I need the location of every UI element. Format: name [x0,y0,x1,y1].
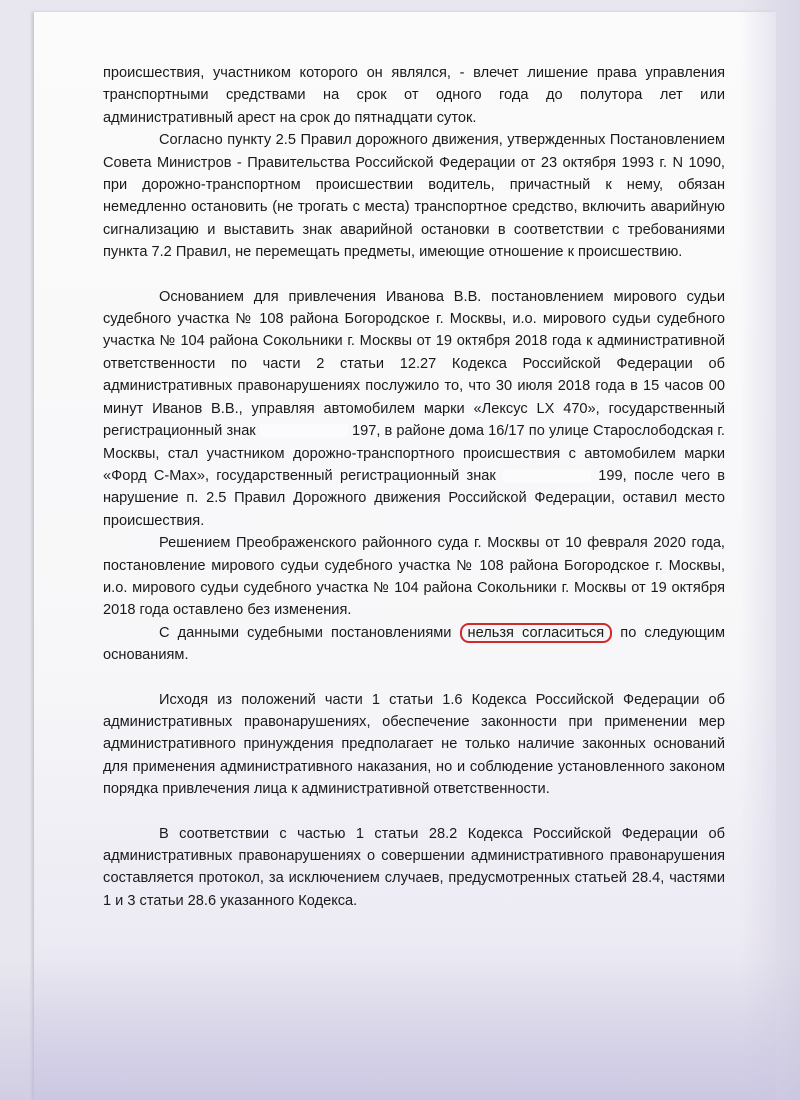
paragraph-3-part-c: 199, после чего в нарушение п. 2.5 Правил Дорожного движения Российской Федерации, оставил место происшествия. [103,467,726,529]
spacer [103,667,725,689]
document-body [103,62,725,912]
scan-shadow-right [740,0,800,1100]
paragraph-5 [103,622,725,667]
spacer [103,801,725,823]
paragraph-5-part-a: С данными судебными постановлениями [159,624,452,641]
spacer [103,264,725,286]
paragraph-4: Решением Преображенского районного суда г. Москвы от 10 февраля 2020 года, постановление мирового судьи судебного участка № 108 района Богородское г. Москвы, и.о. мирового судьи судебного участка № 104 района Сокольники г. Москвы от 19 октября 2018 года оставлено без изменения. [103,535,725,619]
paragraph-7: В соответствии с частью 1 статьи 28.2 Кодекса Российской Федерации об административных правонарушениях о совершении административного правонарушения составляется протокол, за исключением случаев, предусмотренных статьей 28.4, частями 1 и 3 статьи 28.6 указанного Кодекса. [103,825,725,909]
paragraph-3-part-a: Основанием для привлечения Иванова В.В. постановлением мирового судьи судебного участка № 108 района Богородское г. Москвы, и.о. мирового судьи судебного участка № 104 района Сокольники г. Москвы от 19 октября 2018 года к административной ответственности по части 2 статьи 12.27 Кодекса Российской Федерации об административных правонарушениях послужило то, что 30 июля 2018 года в 15 часов 00 минут Иванов В.В., управляя автомобилем марки «Лексус LX 470», государственный регистрационный знак [103,288,725,440]
paragraph-3-part-b: 197, в районе дома 16/17 по улице Старослободская г. Москвы, стал участником дорожно-транспортного происшествия с автомобилем марки «Форд C-Max», государственный регистрационный знак [103,423,725,484]
redacted-plate-number [260,424,348,438]
paragraph-3 [103,286,725,532]
redacted-plate-number [503,469,591,483]
paragraph-5-part-b: по следующим основаниям. [103,624,725,664]
scan-shadow-bottom [0,960,800,1100]
paragraph-1: происшествия, участником которого он являлся, - влечет лишение права управления транспортными средствами на срок от одного года до полутора лет или административный арест на срок до пятнадцати суток. [103,65,725,126]
circled-phrase: нельзя согласиться [460,623,613,643]
paragraph-2: Согласно пункту 2.5 Правил дорожного движения, утвержденных Постановлением Совета Министров - Правительства Российской Федерации от 23 октября 1993 г. N 1090, при дорожно-транспортном происшествии водитель, причастный к нему, обязан немедленно остановить (не трогать с места) транспортное средство, включить аварийную сигнализацию и выставить знак аварийной остановки в соответствии с требованиями пункта 7.2 Правил, не перемещать предметы, имеющие отношение к происшествию. [103,132,725,261]
paragraph-6: Исходя из положений части 1 статьи 1.6 Кодекса Российской Федерации об административных правонарушениях, обеспечение законности при применении мер административного принуждения предполагает не только наличие законных оснований для применения административного наказания, но и соблюдение установленного законом порядка привлечения лица к административной ответственности. [103,691,725,798]
